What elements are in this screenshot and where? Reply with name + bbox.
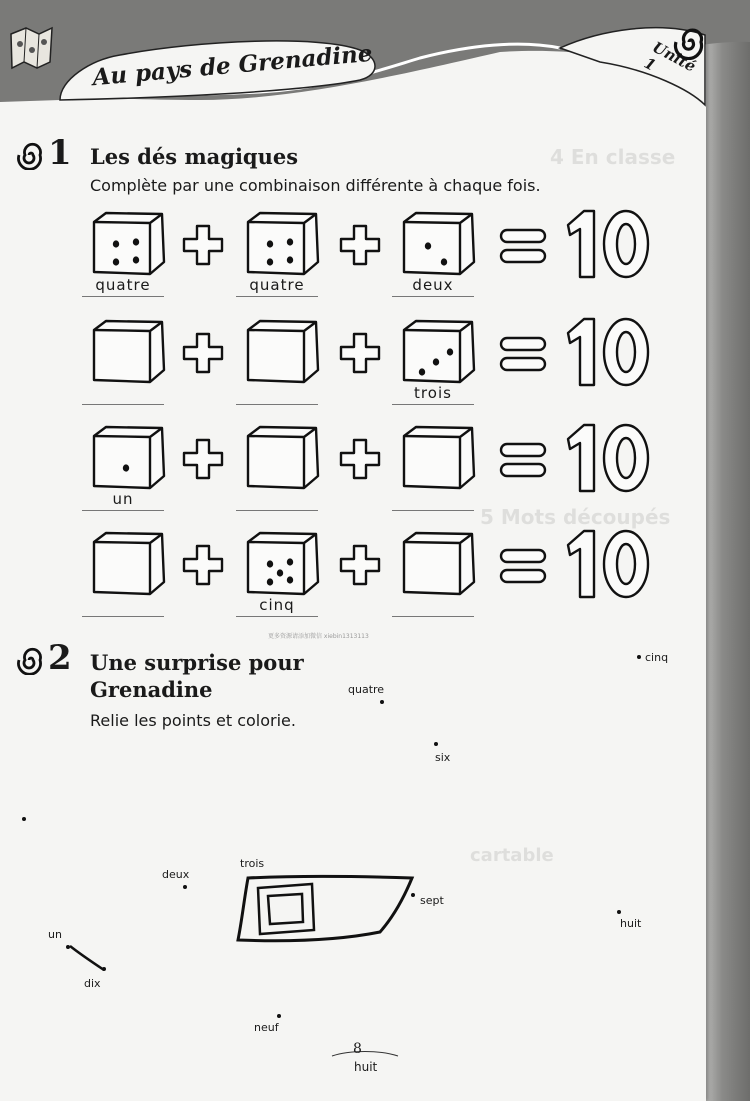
dot-huit <box>617 910 621 914</box>
exercise-2-title-line1: Une surprise pour <box>90 650 304 675</box>
page-number-word: huit <box>354 1060 378 1074</box>
equals-sign <box>498 438 548 482</box>
plus-sign <box>337 330 383 376</box>
die-row4-1 <box>88 530 168 598</box>
plus-sign <box>180 542 226 588</box>
header-banner <box>0 0 750 110</box>
show-through-text: 5 Mots découpés <box>480 505 671 529</box>
die-row3-3 <box>398 424 478 492</box>
dot-label-sept: sept <box>420 894 444 907</box>
die-row2-3 <box>398 318 478 386</box>
answer-field-row4-1[interactable] <box>82 596 164 617</box>
page-number-flourish <box>330 1050 400 1060</box>
exercise-1-title: Les dés magiques <box>90 144 299 169</box>
unit-label: Unité 1 <box>641 38 699 76</box>
result-ten <box>562 421 652 495</box>
die-row2-1 <box>88 318 168 386</box>
die-row3-2 <box>242 424 322 492</box>
dot-quatre <box>380 700 384 704</box>
dot-six <box>434 742 438 746</box>
equals-sign <box>498 544 548 588</box>
exercise-2-number: 2 <box>48 638 72 678</box>
dot-label-huit: huit <box>620 917 642 930</box>
answer-field-row2-3[interactable]: trois <box>392 384 474 405</box>
plus-sign <box>337 436 383 482</box>
result-ten <box>562 207 652 281</box>
dot-label-trois: trois <box>240 857 265 870</box>
show-through-text: 4 En classe <box>550 145 676 169</box>
die-row1-3 <box>398 210 478 278</box>
equals-sign <box>498 332 548 376</box>
equals-sign <box>498 224 548 268</box>
book-title: Au pays de Grenadine <box>91 39 374 92</box>
dot-label-dix: dix <box>84 977 101 990</box>
answer-field-row3-2[interactable] <box>236 490 318 511</box>
page-number: 8 <box>353 1041 362 1057</box>
answer-field-row4-2[interactable]: cinq <box>236 596 318 617</box>
answer-field-row1-3[interactable]: deux <box>392 276 474 297</box>
dot-deux <box>183 885 187 889</box>
dot-label-deux: deux <box>162 868 190 881</box>
plus-sign <box>337 222 383 268</box>
plus-sign <box>337 542 383 588</box>
exercise-2-instruction: Relie les points et colorie. <box>90 711 296 730</box>
die-row3-1 <box>88 424 168 492</box>
exercise-2-title-line2: Grenadine <box>90 677 213 702</box>
watermark: 更多资源请添加微信 xiebin1313113 <box>268 633 369 640</box>
answer-field-row2-2[interactable] <box>236 384 318 405</box>
dot-un <box>66 945 70 949</box>
die-row4-2 <box>242 530 322 598</box>
dot-label-six: six <box>435 751 451 764</box>
die-row2-2 <box>242 318 322 386</box>
answer-field-row1-2[interactable]: quatre <box>236 276 318 297</box>
exercise-2-spiral-icon <box>16 645 46 675</box>
exercise-1-spiral-icon <box>16 140 46 170</box>
binding-edge <box>704 0 750 1101</box>
exercise-1-number: 1 <box>48 133 72 173</box>
result-ten <box>562 315 652 389</box>
treasure-map-icon <box>6 22 56 72</box>
dot-label-quatre: quatre <box>348 683 385 696</box>
dot-sept <box>411 893 415 897</box>
plus-sign <box>180 330 226 376</box>
answer-field-row4-3[interactable] <box>392 596 474 617</box>
answer-field-row1-1[interactable]: quatre <box>82 276 164 297</box>
plus-sign <box>180 436 226 482</box>
dot-label-neuf: neuf <box>254 1021 279 1034</box>
plus-sign <box>180 222 226 268</box>
dot-cinq <box>637 655 641 659</box>
answer-field-row2-1[interactable] <box>82 384 164 405</box>
dot-picture-outline <box>230 870 420 950</box>
result-ten <box>562 527 652 601</box>
answer-field-row3-3[interactable] <box>392 490 474 511</box>
die-row1-2 <box>242 210 322 278</box>
answer-field-row3-1[interactable]: un <box>82 490 164 511</box>
show-through-text: cartable <box>470 845 554 866</box>
dot-neuf <box>277 1014 281 1018</box>
dot-dix <box>102 967 106 971</box>
dot-label-un: un <box>48 928 62 941</box>
exercise-1-instruction: Complète par une combinaison différente à chaque fois. <box>90 176 541 195</box>
spiral-icon <box>673 24 709 60</box>
dot-label-cinq: cinq <box>645 651 669 664</box>
dot-stray <box>22 817 26 821</box>
die-row4-3 <box>398 530 478 598</box>
die-row1-1 <box>88 210 168 278</box>
